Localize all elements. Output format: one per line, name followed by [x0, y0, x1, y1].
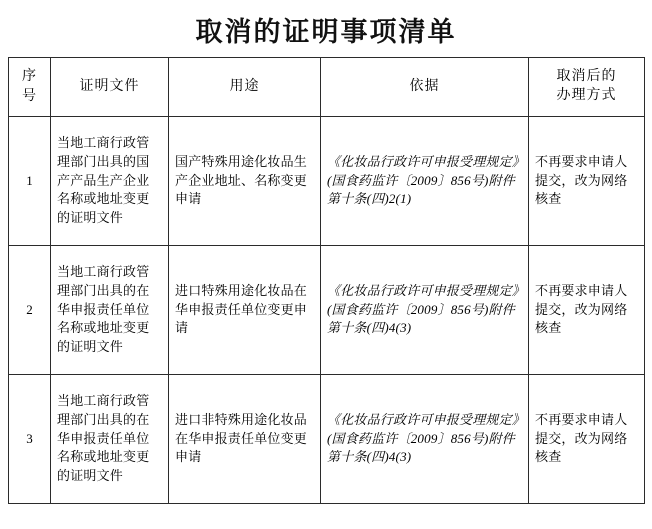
column-header-document: 证明文件	[51, 58, 169, 117]
page-title: 取消的证明事项清单	[195, 17, 457, 47]
cell-seq: 2	[9, 246, 51, 375]
cell-basis: 《化妆品行政许可申报受理规定》(国食药监许〔2009〕856号)附件第十条(四)4(3)	[321, 375, 529, 504]
table-body	[9, 117, 645, 504]
cancelled-certificates-table	[8, 57, 645, 504]
cell-use: 进口特殊用途化妆品在华申报责任单位变更申请	[169, 246, 321, 375]
column-header-after-line2: 办理方式	[556, 88, 617, 103]
table-row	[9, 117, 645, 246]
cell-document: 当地工商行政管理部门出具的在华申报责任单位名称或地址变更的证明文件	[51, 246, 169, 375]
table-row	[9, 375, 645, 504]
cell-document: 当地工商行政管理部门出具的国产产品生产企业名称或地址变更的证明文件	[51, 117, 169, 246]
cell-use: 进口非特殊用途化妆品在华申报责任单位变更申请	[169, 375, 321, 504]
table-container	[0, 57, 652, 504]
table-header-row	[9, 58, 645, 117]
column-header-seq: 序号	[9, 58, 51, 117]
column-header-after-line1: 取消后的	[556, 69, 617, 85]
cell-basis: 《化妆品行政许可申报受理规定》(国食药监许〔2009〕856号)附件第十条(四)4(3)	[321, 246, 529, 375]
column-header-after	[529, 58, 645, 117]
cell-after: 不再要求申请人提交，改为网络核查	[529, 375, 645, 504]
table-header	[9, 58, 645, 117]
cell-document: 当地工商行政管理部门出具的在华申报责任单位名称或地址变更的证明文件	[51, 375, 169, 504]
cell-seq: 1	[9, 117, 51, 246]
table-row	[9, 246, 645, 375]
cell-seq: 3	[9, 375, 51, 504]
cell-after: 不再要求申请人提交，改为网络核查	[529, 246, 645, 375]
cell-after: 不再要求申请人提交，改为网络核查	[529, 117, 645, 246]
column-header-basis: 依据	[321, 58, 529, 117]
cell-basis: 《化妆品行政许可申报受理规定》(国食药监许〔2009〕856号)附件第十条(四)2(1)	[321, 117, 529, 246]
column-header-use: 用途	[169, 58, 321, 117]
cell-use: 国产特殊用途化妆品生产企业地址、名称变更申请	[169, 117, 321, 246]
